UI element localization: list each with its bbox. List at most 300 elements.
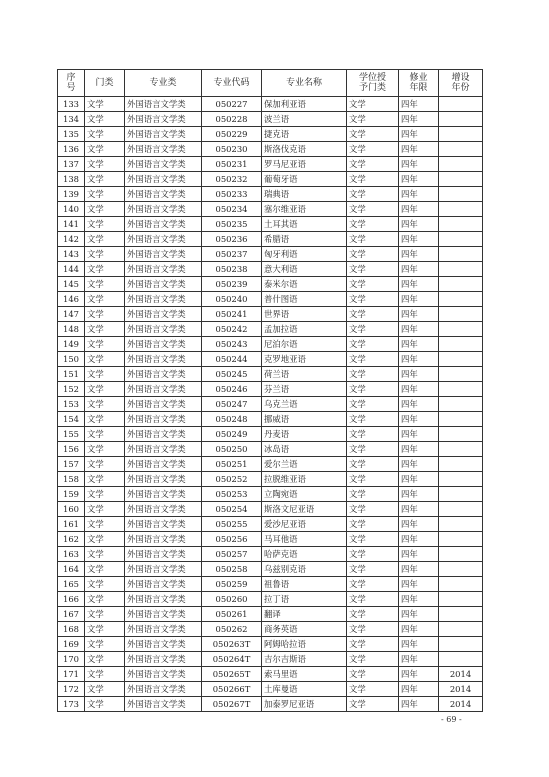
cell-duration: 四年 xyxy=(399,682,439,697)
cell-year xyxy=(439,487,483,502)
cell-seq: 152 xyxy=(58,382,85,397)
cell-duration: 四年 xyxy=(399,382,439,397)
table-row xyxy=(58,547,483,562)
cell-code: 050252 xyxy=(202,472,262,487)
cell-class: 外国语言文学类 xyxy=(125,337,202,352)
cell-duration: 四年 xyxy=(399,472,439,487)
cell-category: 文学 xyxy=(85,112,125,127)
table-row xyxy=(58,607,483,622)
table-row xyxy=(58,262,483,277)
cell-class: 外国语言文学类 xyxy=(125,157,202,172)
cell-duration: 四年 xyxy=(399,157,439,172)
cell-seq: 160 xyxy=(58,502,85,517)
cell-class: 外国语言文学类 xyxy=(125,577,202,592)
cell-seq: 135 xyxy=(58,127,85,142)
cell-degree: 文学 xyxy=(347,577,399,592)
cell-name: 希腊语 xyxy=(262,232,347,247)
cell-class: 外国语言文学类 xyxy=(125,322,202,337)
cell-degree: 文学 xyxy=(347,682,399,697)
cell-year xyxy=(439,292,483,307)
cell-category: 文学 xyxy=(85,382,125,397)
cell-code: 050248 xyxy=(202,412,262,427)
cell-name: 挪威语 xyxy=(262,412,347,427)
cell-seq: 145 xyxy=(58,277,85,292)
cell-degree: 文学 xyxy=(347,97,399,112)
cell-code: 050241 xyxy=(202,307,262,322)
cell-seq: 144 xyxy=(58,262,85,277)
cell-seq: 165 xyxy=(58,577,85,592)
cell-year xyxy=(439,622,483,637)
cell-category: 文学 xyxy=(85,652,125,667)
table-row xyxy=(58,667,483,682)
cell-duration: 四年 xyxy=(399,112,439,127)
cell-code: 050237 xyxy=(202,247,262,262)
cell-name: 斯洛文尼亚语 xyxy=(262,502,347,517)
cell-category: 文学 xyxy=(85,457,125,472)
cell-code: 050261 xyxy=(202,607,262,622)
cell-degree: 文学 xyxy=(347,187,399,202)
cell-category: 文学 xyxy=(85,232,125,247)
cell-duration: 四年 xyxy=(399,577,439,592)
cell-name: 普什图语 xyxy=(262,292,347,307)
cell-name: 克罗地亚语 xyxy=(262,352,347,367)
table-row xyxy=(58,382,483,397)
header-row xyxy=(58,70,483,97)
cell-category: 文学 xyxy=(85,352,125,367)
cell-degree: 文学 xyxy=(347,487,399,502)
cell-year xyxy=(439,277,483,292)
page-number: - 69 - xyxy=(441,715,462,724)
cell-degree: 文学 xyxy=(347,247,399,262)
table-row xyxy=(58,622,483,637)
cell-code: 050231 xyxy=(202,157,262,172)
cell-duration: 四年 xyxy=(399,562,439,577)
cell-category: 文学 xyxy=(85,202,125,217)
table-body xyxy=(58,97,483,712)
cell-degree: 文学 xyxy=(347,172,399,187)
cell-category: 文学 xyxy=(85,277,125,292)
cell-name: 乌克兰语 xyxy=(262,397,347,412)
cell-duration: 四年 xyxy=(399,262,439,277)
header-category: 门类 xyxy=(85,70,125,97)
cell-degree: 文学 xyxy=(347,322,399,337)
cell-code: 050258 xyxy=(202,562,262,577)
cell-name: 尼泊尔语 xyxy=(262,337,347,352)
table-row xyxy=(58,127,483,142)
cell-class: 外国语言文学类 xyxy=(125,427,202,442)
table-row xyxy=(58,292,483,307)
cell-category: 文学 xyxy=(85,697,125,712)
cell-class: 外国语言文学类 xyxy=(125,127,202,142)
cell-degree: 文学 xyxy=(347,592,399,607)
cell-degree: 文学 xyxy=(347,502,399,517)
cell-seq: 154 xyxy=(58,412,85,427)
table-row xyxy=(58,307,483,322)
cell-class: 外国语言文学类 xyxy=(125,247,202,262)
cell-duration: 四年 xyxy=(399,352,439,367)
cell-year xyxy=(439,547,483,562)
cell-category: 文学 xyxy=(85,607,125,622)
table-row xyxy=(58,427,483,442)
header-code: 专业代码 xyxy=(202,70,262,97)
cell-name: 葡萄牙语 xyxy=(262,172,347,187)
cell-class: 外国语言文学类 xyxy=(125,607,202,622)
cell-year xyxy=(439,502,483,517)
cell-name: 芬兰语 xyxy=(262,382,347,397)
table-row xyxy=(58,652,483,667)
cell-code: 050242 xyxy=(202,322,262,337)
cell-seq: 138 xyxy=(58,172,85,187)
cell-duration: 四年 xyxy=(399,367,439,382)
cell-code: 050234 xyxy=(202,202,262,217)
cell-class: 外国语言文学类 xyxy=(125,232,202,247)
cell-seq: 169 xyxy=(58,637,85,652)
cell-year xyxy=(439,187,483,202)
cell-category: 文学 xyxy=(85,502,125,517)
cell-class: 外国语言文学类 xyxy=(125,367,202,382)
cell-category: 文学 xyxy=(85,622,125,637)
cell-code: 050245 xyxy=(202,367,262,382)
cell-code: 050238 xyxy=(202,262,262,277)
cell-degree: 文学 xyxy=(347,157,399,172)
cell-name: 罗马尼亚语 xyxy=(262,157,347,172)
cell-code: 050249 xyxy=(202,427,262,442)
cell-year xyxy=(439,652,483,667)
cell-year xyxy=(439,532,483,547)
cell-seq: 159 xyxy=(58,487,85,502)
cell-year: 2014 xyxy=(439,697,483,712)
cell-seq: 134 xyxy=(58,112,85,127)
cell-year xyxy=(439,262,483,277)
cell-name: 荷兰语 xyxy=(262,367,347,382)
cell-duration: 四年 xyxy=(399,127,439,142)
cell-name: 立陶宛语 xyxy=(262,487,347,502)
cell-duration: 四年 xyxy=(399,187,439,202)
cell-name: 爱沙尼亚语 xyxy=(262,517,347,532)
cell-class: 外国语言文学类 xyxy=(125,442,202,457)
cell-category: 文学 xyxy=(85,532,125,547)
cell-category: 文学 xyxy=(85,262,125,277)
cell-name: 哈萨克语 xyxy=(262,547,347,562)
cell-degree: 文学 xyxy=(347,442,399,457)
cell-name: 瑞典语 xyxy=(262,187,347,202)
cell-class: 外国语言文学类 xyxy=(125,292,202,307)
cell-seq: 147 xyxy=(58,307,85,322)
cell-seq: 163 xyxy=(58,547,85,562)
cell-duration: 四年 xyxy=(399,397,439,412)
cell-seq: 168 xyxy=(58,622,85,637)
cell-category: 文学 xyxy=(85,427,125,442)
table-row xyxy=(58,532,483,547)
cell-duration: 四年 xyxy=(399,502,439,517)
cell-category: 文学 xyxy=(85,412,125,427)
cell-class: 外国语言文学类 xyxy=(125,592,202,607)
cell-duration: 四年 xyxy=(399,532,439,547)
cell-degree: 文学 xyxy=(347,307,399,322)
cell-name: 乌兹别克语 xyxy=(262,562,347,577)
cell-seq: 140 xyxy=(58,202,85,217)
cell-duration: 四年 xyxy=(399,202,439,217)
cell-class: 外国语言文学类 xyxy=(125,97,202,112)
cell-name: 捷克语 xyxy=(262,127,347,142)
cell-category: 文学 xyxy=(85,547,125,562)
cell-degree: 文学 xyxy=(347,382,399,397)
cell-name: 马耳他语 xyxy=(262,532,347,547)
cell-code: 050247 xyxy=(202,397,262,412)
cell-year xyxy=(439,577,483,592)
cell-code: 050233 xyxy=(202,187,262,202)
table-row xyxy=(58,487,483,502)
cell-class: 外国语言文学类 xyxy=(125,652,202,667)
cell-seq: 146 xyxy=(58,292,85,307)
table-row xyxy=(58,442,483,457)
cell-year xyxy=(439,202,483,217)
cell-code: 050253 xyxy=(202,487,262,502)
table-row xyxy=(58,472,483,487)
cell-degree: 文学 xyxy=(347,472,399,487)
cell-class: 外国语言文学类 xyxy=(125,142,202,157)
cell-degree: 文学 xyxy=(347,292,399,307)
cell-degree: 文学 xyxy=(347,397,399,412)
cell-class: 外国语言文学类 xyxy=(125,517,202,532)
cell-year xyxy=(439,517,483,532)
cell-class: 外国语言文学类 xyxy=(125,622,202,637)
cell-duration: 四年 xyxy=(399,277,439,292)
table-row xyxy=(58,157,483,172)
cell-name: 拉脱维亚语 xyxy=(262,472,347,487)
cell-name: 商务英语 xyxy=(262,622,347,637)
cell-category: 文学 xyxy=(85,487,125,502)
cell-duration: 四年 xyxy=(399,292,439,307)
cell-name: 土耳其语 xyxy=(262,217,347,232)
table-row xyxy=(58,232,483,247)
cell-year xyxy=(439,412,483,427)
cell-class: 外国语言文学类 xyxy=(125,457,202,472)
cell-degree: 文学 xyxy=(347,697,399,712)
cell-category: 文学 xyxy=(85,397,125,412)
cell-degree: 文学 xyxy=(347,412,399,427)
header-class: 专业类 xyxy=(125,70,202,97)
cell-class: 外国语言文学类 xyxy=(125,382,202,397)
cell-seq: 161 xyxy=(58,517,85,532)
cell-code: 050256 xyxy=(202,532,262,547)
cell-name: 泰米尔语 xyxy=(262,277,347,292)
cell-code: 050260 xyxy=(202,592,262,607)
cell-degree: 文学 xyxy=(347,547,399,562)
cell-year xyxy=(439,337,483,352)
cell-code: 050240 xyxy=(202,292,262,307)
cell-duration: 四年 xyxy=(399,307,439,322)
table-row xyxy=(58,352,483,367)
cell-seq: 149 xyxy=(58,337,85,352)
cell-year xyxy=(439,97,483,112)
cell-seq: 158 xyxy=(58,472,85,487)
cell-category: 文学 xyxy=(85,307,125,322)
cell-code: 050232 xyxy=(202,172,262,187)
cell-year: 2014 xyxy=(439,682,483,697)
cell-code: 050229 xyxy=(202,127,262,142)
cell-duration: 四年 xyxy=(399,412,439,427)
table-row xyxy=(58,577,483,592)
cell-category: 文学 xyxy=(85,142,125,157)
cell-code: 050235 xyxy=(202,217,262,232)
cell-duration: 四年 xyxy=(399,667,439,682)
cell-seq: 137 xyxy=(58,157,85,172)
cell-year xyxy=(439,232,483,247)
cell-degree: 文学 xyxy=(347,217,399,232)
cell-duration: 四年 xyxy=(399,172,439,187)
cell-degree: 文学 xyxy=(347,667,399,682)
cell-name: 波兰语 xyxy=(262,112,347,127)
table-row xyxy=(58,322,483,337)
cell-duration: 四年 xyxy=(399,322,439,337)
cell-degree: 文学 xyxy=(347,622,399,637)
cell-duration: 四年 xyxy=(399,592,439,607)
cell-category: 文学 xyxy=(85,577,125,592)
cell-name: 加泰罗尼亚语 xyxy=(262,697,347,712)
cell-class: 外国语言文学类 xyxy=(125,217,202,232)
cell-name: 塞尔维亚语 xyxy=(262,202,347,217)
cell-name: 冰岛语 xyxy=(262,442,347,457)
cell-year xyxy=(439,307,483,322)
cell-code: 050227 xyxy=(202,97,262,112)
cell-category: 文学 xyxy=(85,682,125,697)
cell-class: 外国语言文学类 xyxy=(125,277,202,292)
cell-class: 外国语言文学类 xyxy=(125,472,202,487)
table-row xyxy=(58,337,483,352)
cell-year xyxy=(439,397,483,412)
cell-duration: 四年 xyxy=(399,247,439,262)
cell-seq: 143 xyxy=(58,247,85,262)
header-duration: 修业 年限 xyxy=(399,70,439,97)
cell-duration: 四年 xyxy=(399,487,439,502)
cell-category: 文学 xyxy=(85,322,125,337)
cell-category: 文学 xyxy=(85,562,125,577)
cell-code: 050264T xyxy=(202,652,262,667)
table-row xyxy=(58,367,483,382)
table-row xyxy=(58,172,483,187)
table-row xyxy=(58,142,483,157)
cell-degree: 文学 xyxy=(347,202,399,217)
table-row xyxy=(58,412,483,427)
cell-seq: 153 xyxy=(58,397,85,412)
table-row xyxy=(58,562,483,577)
cell-year xyxy=(439,457,483,472)
cell-category: 文学 xyxy=(85,217,125,232)
header-seq: 序 号 xyxy=(58,70,85,97)
cell-degree: 文学 xyxy=(347,427,399,442)
table-row xyxy=(58,217,483,232)
cell-duration: 四年 xyxy=(399,97,439,112)
cell-name: 爱尔兰语 xyxy=(262,457,347,472)
cell-degree: 文学 xyxy=(347,112,399,127)
cell-seq: 142 xyxy=(58,232,85,247)
cell-degree: 文学 xyxy=(347,637,399,652)
cell-code: 050246 xyxy=(202,382,262,397)
cell-category: 文学 xyxy=(85,367,125,382)
cell-year xyxy=(439,322,483,337)
cell-seq: 133 xyxy=(58,97,85,112)
cell-code: 050251 xyxy=(202,457,262,472)
header-year: 增设 年份 xyxy=(439,70,483,97)
cell-degree: 文学 xyxy=(347,232,399,247)
cell-class: 外国语言文学类 xyxy=(125,352,202,367)
header-degree: 学位授 予门类 xyxy=(347,70,399,97)
cell-class: 外国语言文学类 xyxy=(125,307,202,322)
cell-year xyxy=(439,352,483,367)
cell-code: 050262 xyxy=(202,622,262,637)
table-row xyxy=(58,502,483,517)
cell-degree: 文学 xyxy=(347,532,399,547)
cell-category: 文学 xyxy=(85,637,125,652)
cell-duration: 四年 xyxy=(399,547,439,562)
table-row xyxy=(58,592,483,607)
table-row xyxy=(58,247,483,262)
cell-class: 外国语言文学类 xyxy=(125,487,202,502)
cell-seq: 139 xyxy=(58,187,85,202)
cell-degree: 文学 xyxy=(347,367,399,382)
table-row xyxy=(58,277,483,292)
cell-code: 050254 xyxy=(202,502,262,517)
cell-degree: 文学 xyxy=(347,337,399,352)
cell-class: 外国语言文学类 xyxy=(125,502,202,517)
cell-seq: 148 xyxy=(58,322,85,337)
cell-seq: 166 xyxy=(58,592,85,607)
cell-duration: 四年 xyxy=(399,442,439,457)
cell-category: 文学 xyxy=(85,157,125,172)
cell-duration: 四年 xyxy=(399,517,439,532)
cell-year xyxy=(439,637,483,652)
cell-degree: 文学 xyxy=(347,457,399,472)
cell-degree: 文学 xyxy=(347,262,399,277)
table-row xyxy=(58,682,483,697)
cell-name: 索马里语 xyxy=(262,667,347,682)
cell-code: 050243 xyxy=(202,337,262,352)
cell-seq: 167 xyxy=(58,607,85,622)
header-name: 专业名称 xyxy=(262,70,347,97)
table-row xyxy=(58,697,483,712)
cell-degree: 文学 xyxy=(347,277,399,292)
cell-name: 斯洛伐克语 xyxy=(262,142,347,157)
cell-category: 文学 xyxy=(85,172,125,187)
cell-code: 050255 xyxy=(202,517,262,532)
cell-category: 文学 xyxy=(85,97,125,112)
cell-year xyxy=(439,472,483,487)
table-row xyxy=(58,97,483,112)
table-row xyxy=(58,517,483,532)
cell-degree: 文学 xyxy=(347,142,399,157)
cell-name: 丹麦语 xyxy=(262,427,347,442)
cell-degree: 文学 xyxy=(347,562,399,577)
cell-category: 文学 xyxy=(85,592,125,607)
cell-year: 2014 xyxy=(439,667,483,682)
cell-code: 050228 xyxy=(202,112,262,127)
cell-name: 翻译 xyxy=(262,607,347,622)
cell-duration: 四年 xyxy=(399,652,439,667)
cell-year xyxy=(439,562,483,577)
cell-duration: 四年 xyxy=(399,622,439,637)
cell-class: 外国语言文学类 xyxy=(125,562,202,577)
majors-table xyxy=(57,69,483,712)
cell-seq: 156 xyxy=(58,442,85,457)
cell-code: 050259 xyxy=(202,577,262,592)
cell-duration: 四年 xyxy=(399,142,439,157)
cell-code: 050230 xyxy=(202,142,262,157)
cell-code: 050267T xyxy=(202,697,262,712)
cell-category: 文学 xyxy=(85,127,125,142)
cell-seq: 136 xyxy=(58,142,85,157)
cell-year xyxy=(439,427,483,442)
